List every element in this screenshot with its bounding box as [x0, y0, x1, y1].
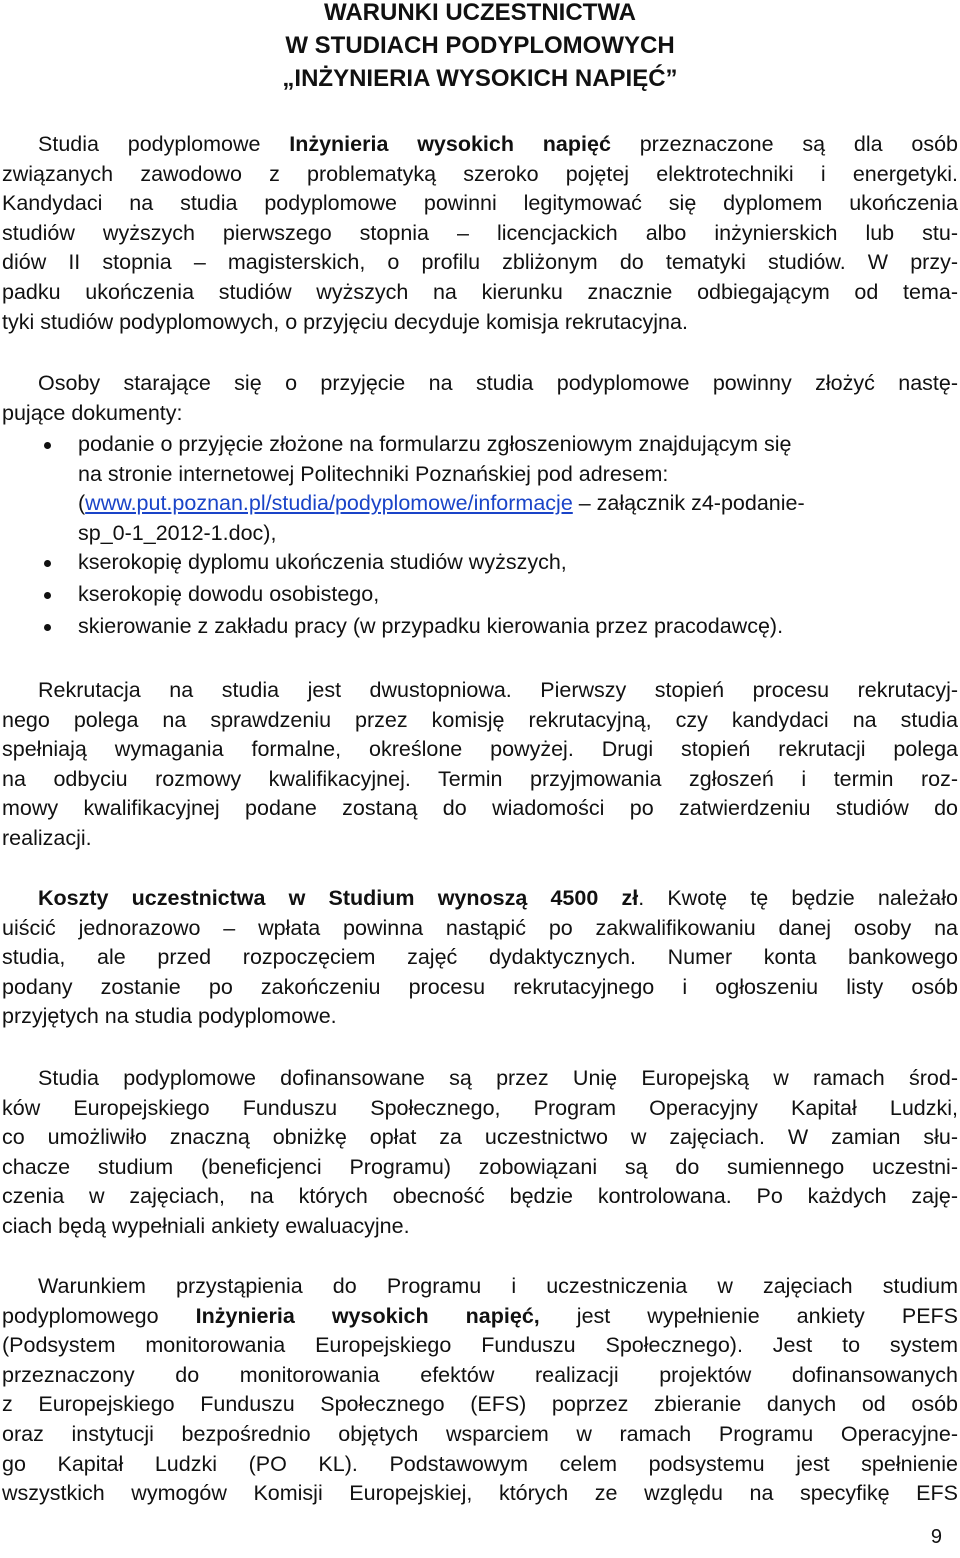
paragraph-line: wszystkich wymogów Komisji Europejskiej, których ze względu na specyfikę EFS	[2, 1481, 958, 1506]
program-name: Inżynieria wysokich napięć	[289, 132, 611, 156]
paragraph-line: go Kapitał Ludzki (PO KL). Podstawowym celem podsystemu jest spełnienie	[2, 1451, 958, 1476]
paragraph-line: Studia podyplomowe Inżynieria wysokich napięć przeznaczone są dla osób	[38, 132, 959, 156]
paragraph-line: ków Europejskiego Funduszu Społecznego, Program Operacyjny Kapitał Ludzki,	[2, 1095, 958, 1120]
paragraph-line: realizacji.	[2, 825, 92, 850]
list-item: kserokopię dyplomu ukończenia studiów wyższych,	[0, 548, 958, 578]
paragraph-line: uiścić jednorazowo – wpłata powinna nastąpić po zakwalifikowaniu danej osoby na	[2, 915, 958, 940]
program-name: Inżynieria wysokich napięć,	[195, 1303, 540, 1328]
paragraph-line: podany zostanie po zakończeniu procesu rekrutacyjnego i ogłoszeniu listy osób	[2, 974, 958, 999]
paragraph-line: spełniają wymagania formalne, określone powyżej. Drugi stopień rekrutacji polega	[2, 737, 958, 762]
paragraph-line: ciach będą wypełniali ankiety ewaluacyjne.	[2, 1213, 410, 1238]
paragraph-line: na odbyciu rozmowy kwalifikacyjnej. Termin przyjmowania zgłoszeń i termin roz-	[2, 766, 958, 791]
paragraph-line: przeznaczony do monitorowania efektów realizacji projektów dofinansowanych	[2, 1362, 958, 1387]
form-link[interactable]: www.put.poznan.pl/studia/podyplomowe/informacje	[85, 491, 573, 516]
paragraph-line: przyjętych na studia podyplomowe.	[2, 1004, 337, 1029]
paragraph-line: mowy kwalifikacyjnej podane zostaną do wiadomości po zatwierdzeniu studiów do	[2, 796, 958, 821]
paragraph-line: Warunkiem przystąpienia do Programu i uczestniczenia w zajęciach studium	[38, 1274, 958, 1298]
list-item: kserokopię dowodu osobistego,	[0, 580, 958, 610]
documents-list	[0, 430, 958, 641]
title-line-2: W STUDIACH PODYPLOMOWYCH	[285, 32, 675, 59]
page-number: 9	[930, 1526, 942, 1548]
bullet-icon	[44, 442, 51, 449]
paragraph-line: z Europejskiego Funduszu Społecznego (EFS) poprzez zbieranie danych od osób	[2, 1392, 958, 1417]
paragraph-recruitment	[2, 676, 958, 854]
paragraph-line: oraz instytucji bezpośrednio objętych wsparciem w ramach Programu Operacyjne-	[2, 1421, 958, 1446]
paragraph-line: podyplomowego Inżynieria wysokich napięć, jest wypełnienie ankiety PEFS	[2, 1303, 959, 1328]
paragraph-intro	[2, 130, 958, 337]
page-title	[0, 0, 960, 95]
paragraph-funding	[2, 1064, 958, 1242]
paragraph-line: diów II stopnia – magisterskich, o profilu zbliżonym do tematyki studiów. W przy-	[2, 250, 958, 275]
paragraph-line: (Podsystem monitorowania Europejskiego Funduszu Społecznego). Jest to system	[2, 1333, 958, 1358]
paragraph-line: Rekrutacja na studia jest dwustopniowa. Pierwszy stopień procesu rekrutacyj-	[38, 678, 958, 702]
paragraph-line: Kandydaci na studia podyplomowe powinni legitymować się dyplomem ukończenia	[2, 191, 958, 216]
paragraph-line: studia, ale przed rozpoczęciem zajęć dydaktycznych. Numer konta bankowego	[2, 945, 958, 970]
paragraph-line: Studia podyplomowe dofinansowane są przez Unię Europejską w ramach środ-	[38, 1066, 958, 1090]
paragraph-line: tyki studiów podyplomowych, o przyjęciu decyduje komisja rekrutacyjna.	[2, 309, 688, 334]
paragraph-line: padku ukończenia studiów wyższych na kierunku znacznie odbiegającym od tema-	[2, 279, 958, 304]
cost-amount: Koszty uczestnictwa w Studium wynoszą 4500 zł	[38, 886, 639, 910]
title-line-1: WARUNKI UCZESTNICTWA	[324, 0, 636, 26]
paragraph-line: studiów wyższych pierwszego stopnia – licencjackich albo inżynierskich lub stu-	[2, 220, 958, 245]
paragraph-line: pujące dokumenty:	[2, 400, 183, 425]
paragraph-line: Osoby starające się o przyjęcie na studia podyplomowe powinny złożyć nastę-	[38, 371, 958, 395]
paragraph-documents-intro	[2, 369, 958, 428]
bullet-icon	[44, 560, 51, 567]
paragraph-costs	[2, 884, 958, 1032]
title-line-3: „INŻYNIERIA WYSOKICH NAPIĘĆ”	[282, 65, 678, 92]
paragraph-line: czenia w zajęciach, na których obecność będzie kontrolowana. Po każdych zaję-	[2, 1184, 958, 1209]
paragraph-pefs	[2, 1272, 958, 1509]
paragraph-line: co umożliwiło znaczną obniżkę opłat za uczestnictwo w zajęciach. W zamian słu-	[2, 1125, 958, 1150]
paragraph-line: chacze studium (beneficjenci Programu) zobowiązani są do sumiennego uczestni-	[2, 1154, 958, 1179]
bullet-icon	[44, 624, 51, 631]
paragraph-line: nego polega na sprawdzeniu przez komisję rekrutacyjną, czy kandydaci na studia	[2, 707, 958, 732]
list-item: podanie o przyjęcie złożone na formularzu zgłoszeniowym znajdującym się na stronie internetowej Politechniki Poznańskiej pod adresem: (www.put.poznan.pl/studia/podyplomowe/informacje – załącznik z4-podanie- sp_0-1_2012-1.doc),	[0, 430, 958, 548]
paragraph-line: związanych zawodowo z problematyką szeroko pojętej elektrotechniki i energetyki.	[2, 161, 958, 186]
bullet-icon	[44, 592, 51, 599]
list-item: skierowanie z zakładu pracy (w przypadku kierowania przez pracodawcę).	[0, 612, 958, 642]
paragraph-line: Koszty uczestnictwa w Studium wynoszą 4500 zł. Kwotę tę będzie należało	[38, 886, 958, 910]
